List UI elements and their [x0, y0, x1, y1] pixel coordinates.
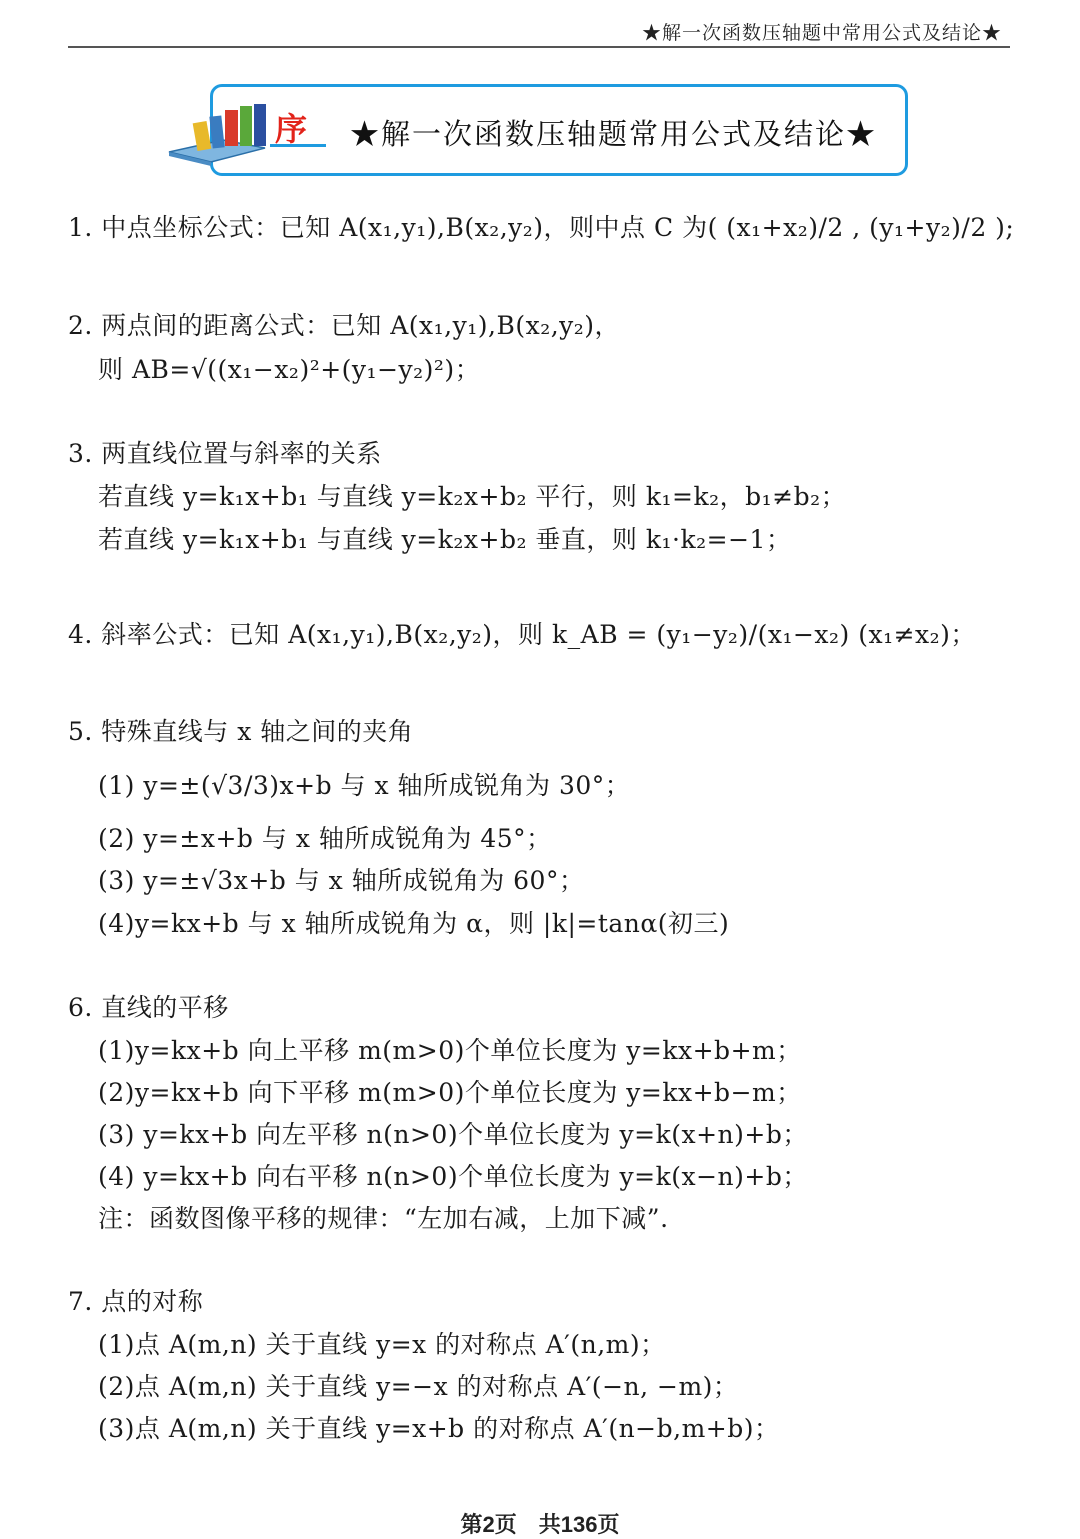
header-title: ★解一次函数压轴题中常用公式及结论★	[641, 22, 1002, 44]
formula-line: (3) y=±√3x+b 与 x 轴所成锐角为 60°；	[98, 866, 585, 895]
formula-line: (4) y=kx+b 向右平移 n(n>0)个单位长度为 y=k(x−n)+b；	[98, 1162, 808, 1191]
formula-line: 2. 两点间的距离公式：已知 A(x₁,y₁),B(x₂,y₂)，	[68, 311, 621, 340]
note-line: 注：函数图像平移的规律：“左加右减，上加下减”.	[98, 1204, 669, 1233]
formula-line: (1)y=kx+b 向上平移 m(m>0)个单位长度为 y=kx+b+m；	[98, 1036, 802, 1065]
formula-line: 若直线 y=k₁x+b₁ 与直线 y=k₂x+b₂ 平行，则 k₁=k₂，b₁≠b₂；	[98, 482, 847, 511]
formula-line: (3) y=kx+b 向左平移 n(n>0)个单位长度为 y=k(x+n)+b；	[98, 1120, 808, 1149]
formula-line: 4. 斜率公式：已知 A(x₁,y₁),B(x₂,y₂)，则 k_AB = (y₁−y₂)/(x₁−x₂) (x₁≠x₂)；	[68, 620, 976, 649]
label-underline	[270, 144, 326, 147]
section-heading: 7. 点的对称	[68, 1287, 204, 1316]
formula-line: (4)y=kx+b 与 x 轴所成锐角为 α，则 |k|=tanα(初三)	[98, 909, 730, 938]
document-title: ★解一次函数压轴题常用公式及结论★	[350, 117, 878, 151]
formula-line: (2) y=±x+b 与 x 轴所成锐角为 45°；	[98, 824, 552, 853]
formula-line: (3)点 A(m,n) 关于直线 y=x+b 的对称点 A′(n−b,m+b)；	[98, 1414, 780, 1443]
formula-line: 若直线 y=k₁x+b₁ 与直线 y=k₂x+b₂ 垂直，则 k₁·k₂=−1；	[98, 525, 792, 554]
formula-line: (2)点 A(m,n) 关于直线 y=−x 的对称点 A′(−n, −m)；	[98, 1372, 739, 1401]
formula-line: 则 AB=√((x₁−x₂)²+(y₁−y₂)²)；	[98, 355, 481, 384]
section-heading: 6. 直线的平移	[68, 993, 229, 1022]
books-icon	[165, 100, 275, 166]
page-number: 第2页 共136页	[460, 1512, 620, 1537]
header-divider	[68, 46, 1010, 48]
section-heading: 3. 两直线位置与斜率的关系	[68, 439, 382, 468]
section-label: 序	[275, 110, 308, 148]
formula-line: 1. 中点坐标公式：已知 A(x₁,y₁),B(x₂,y₂)，则中点 C 为( (x₁+x₂)/2 , (y₁+y₂)/2 );	[68, 213, 1015, 242]
formula-line: (1) y=±(√3/3)x+b 与 x 轴所成锐角为 30°；	[98, 771, 631, 800]
formula-line: (1)点 A(m,n) 关于直线 y=x 的对称点 A′(n,m)；	[98, 1330, 666, 1359]
formula-line: (2)y=kx+b 向下平移 m(m>0)个单位长度为 y=kx+b−m；	[98, 1078, 802, 1107]
section-heading: 5. 特殊直线与 x 轴之间的夹角	[68, 717, 414, 746]
